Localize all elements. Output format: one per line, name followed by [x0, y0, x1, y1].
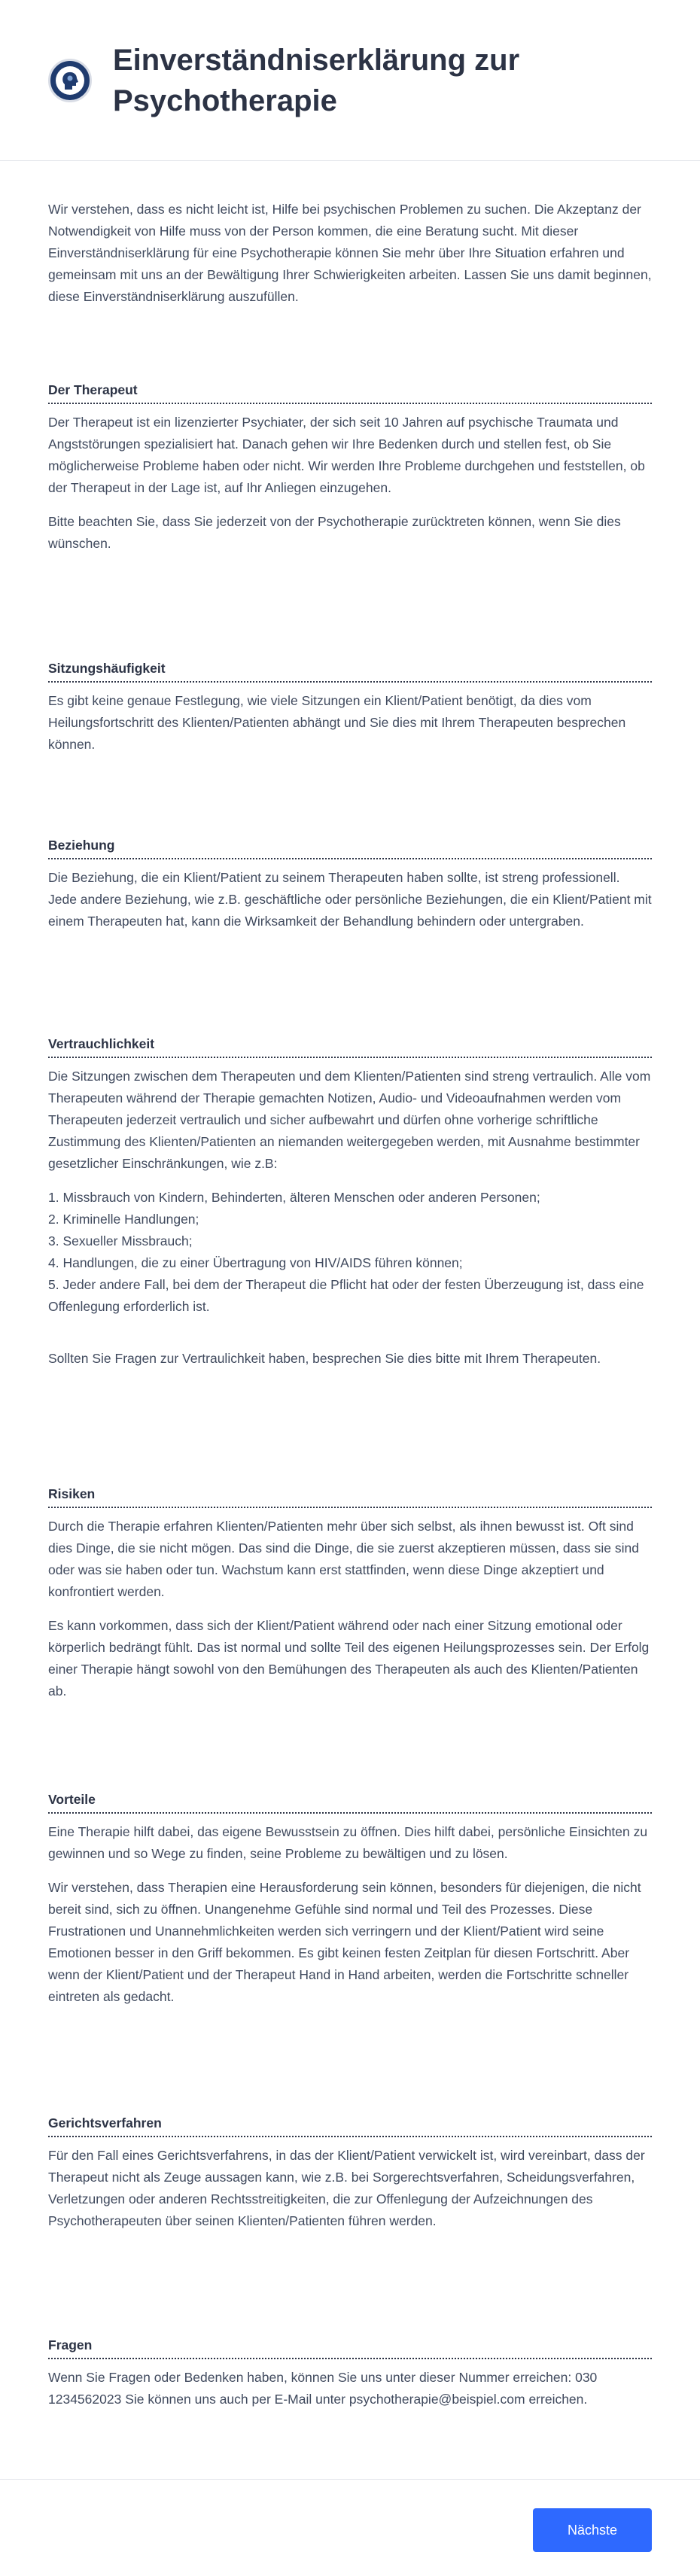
section-legal-proceedings — [48, 2115, 652, 2244]
section-relationship — [48, 838, 652, 944]
next-button[interactable]: Nächste — [533, 2508, 652, 2552]
page-title: Einverständniserklärung zur Psychotherapie — [113, 43, 520, 117]
section-session-frequency — [48, 661, 652, 768]
section-heading: Sitzungshäufigkeit — [48, 661, 652, 683]
section-confidentiality — [48, 1036, 652, 1382]
section-paragraph: Durch die Therapie erfahren Klienten/Patienten mehr über sich selbst, als ihnen bewusst ist. Oft sind dies Dinge, die sie nicht mögen. Das sind die Dinge, die sie zuerst akzeptieren müssen, dass sie sind oder was sie haben oder tun. Wachstum kann erst stattfinden, wenn diese Dinge akzeptiert und konfrontiert werden. — [48, 1519, 639, 1599]
section-paragraph: Die Sitzungen zwischen dem Therapeuten und dem Klienten/Patienten sind streng vertraulich. Alle vom Therapeuten während der Therapie gemachten Notizen, Audio- und Videoaufnahmen werden vom Therapeuten jederzeit vertraulich und sicher aufbewahrt und dürfen ohne vorherige schriftliche Zustimmung des Klienten/Patienten an niemanden weitergegeben werden, mit Ausnahme bestimmter gesetzlicher Einschränkungen, wie z.B: — [48, 1069, 651, 1171]
section-paragraph: Für den Fall eines Gerichtsverfahrens, in das der Klient/Patient verwickelt ist, wird vereinbart, dass der Therapeut nicht als Zeuge aussagen kann, wie z.B. bei Sorgerechtsverfahren, Scheidungsverfahren, Verletzungen oder anderen Rechtsstreitigkeiten, die zur Offenlegung der Aufzeichnungen des Psychotherapeuten über seinen Klienten/Patienten führen werden. — [48, 2148, 645, 2228]
section-heading: Der Therapeut — [48, 382, 652, 404]
section-risks — [48, 1486, 652, 1714]
section-paragraph: Es kann vorkommen, dass sich der Klient/Patient während oder nach einer Sitzung emotional oder körperlich bedrängt fühlt. Das ist normal und sollte Teil des eigenen Heilungsprozesses sein. Der Erfolg einer Therapie hängt sowohl von den Bemühungen des Therapeuten als auch des Klienten/Patienten ab. — [48, 1618, 650, 1699]
section-paragraph: Bitte beachten Sie, dass Sie jederzeit von der Psychotherapie zurücktreten können, wenn Sie dies wünschen. — [48, 514, 621, 551]
form-footer — [0, 2479, 700, 2576]
section-paragraph: Sollten Sie Fragen zur Vertraulichkeit haben, besprechen Sie dies bitte mit Ihrem Therapeuten. — [48, 1351, 601, 1366]
intro-text: Wir verstehen, dass es nicht leicht ist, Hilfe bei psychischen Problemen zu suchen. Die Akzeptanz der Notwendigkeit von Hilfe muss von der Person kommen, die eine Beratung sucht. Mit dieser Einverständniserklärung für eine Psychotherapie können Sie mehr über Ihre Situation erfahren und gemeinsam mit uns an der Bewältigung Ihrer Schwierigkeiten arbeiten. Lassen Sie uns damit beginnen, diese Einverständniserklärung auszufüllen. — [48, 202, 652, 304]
contact-info: Wenn Sie Fragen oder Bedenken haben, können Sie uns unter dieser Nummer erreichen: 030 1234562023 Sie können uns auch per E-Mail unter psychotherapie@beispiel.com erreichen. — [48, 2370, 598, 2407]
section-heading: Fragen — [48, 2337, 652, 2359]
section-heading: Gerichtsverfahren — [48, 2115, 652, 2137]
section-benefits — [48, 1792, 652, 2020]
section-paragraph: Die Beziehung, die ein Klient/Patient zu seinem Therapeuten haben sollte, ist streng professionell. Jede andere Beziehung, wie z.B. geschäftliche oder persönliche Beziehungen, die ein Klient/Patient mit einem Therapeuten hat, kann die Wirksamkeit der Behandlung behindern oder untergraben. — [48, 870, 652, 929]
head-silhouette-icon — [48, 59, 92, 102]
section-questions — [48, 2337, 652, 2422]
section-paragraph: Eine Therapie hilft dabei, das eigene Bewusstsein zu öffnen. Dies hilft dabei, persönliche Einsichten zu gewinnen und so Wege zu finden, seine Probleme zu bewältigen und zu lösen. — [48, 1824, 648, 1861]
section-heading: Vertrauchlichkeit — [48, 1036, 652, 1058]
section-heading: Vorteile — [48, 1792, 652, 1814]
section-heading: Beziehung — [48, 838, 652, 859]
section-paragraph: Der Therapeut ist ein lizenzierter Psychiater, der sich seit 10 Jahren auf psychische Traumata und Angststörungen spezialisiert hat. Danach gehen wir Ihre Bedenken durch und stellen fest, ob Sie möglicherweise Probleme haben oder nicht. Wir werden Ihre Probleme durchgehen und feststellen, ob der Therapeut in der Lage ist, auf Ihr Anliegen einzugehen. — [48, 415, 645, 495]
section-heading: Risiken — [48, 1486, 652, 1508]
section-therapist — [48, 382, 652, 567]
section-paragraph: Wir verstehen, dass Therapien eine Herausforderung sein können, besonders für diejenigen, die nicht bereit sind, sich zu öffnen. Unangenehme Gefühle sind normal und Teil des Prozesses. Diese Frustrationen und Unannehmlichkeiten werden sich verringern und der Klient/Patient wird seine Emotionen besser in den Griff bekommen. Es gibt keinen festen Zeitplan für diesen Fortschritt. Aber wenn der Klient/Patient und der Therapeut Hand in Hand arbeiten, werden die Fortschritte schneller eintreten als gedacht. — [48, 1880, 641, 2004]
confidentiality-exceptions-list: 1. Missbrauch von Kindern, Behinderten, älteren Menschen oder anderen Personen; 2. Kriminelle Handlungen; 3. Sexueller Missbrauch; 4. Handlungen, die zu einer Übertragung von HIV/AIDS führen können; 5. Jeder andere Fall, bei dem der Therapeut die Pflicht hat oder der festen Überzeugung ist, dass eine Offenlegung erforderlich ist. — [48, 1190, 644, 1314]
section-paragraph: Es gibt keine genaue Festlegung, wie viele Sitzungen ein Klient/Patient benötigt, da dies vom Heilungsfortschritt des Klienten/Patienten abhängt und Sie dies mit Ihrem Therapeuten besprechen können. — [48, 693, 626, 752]
form-header — [0, 0, 700, 161]
